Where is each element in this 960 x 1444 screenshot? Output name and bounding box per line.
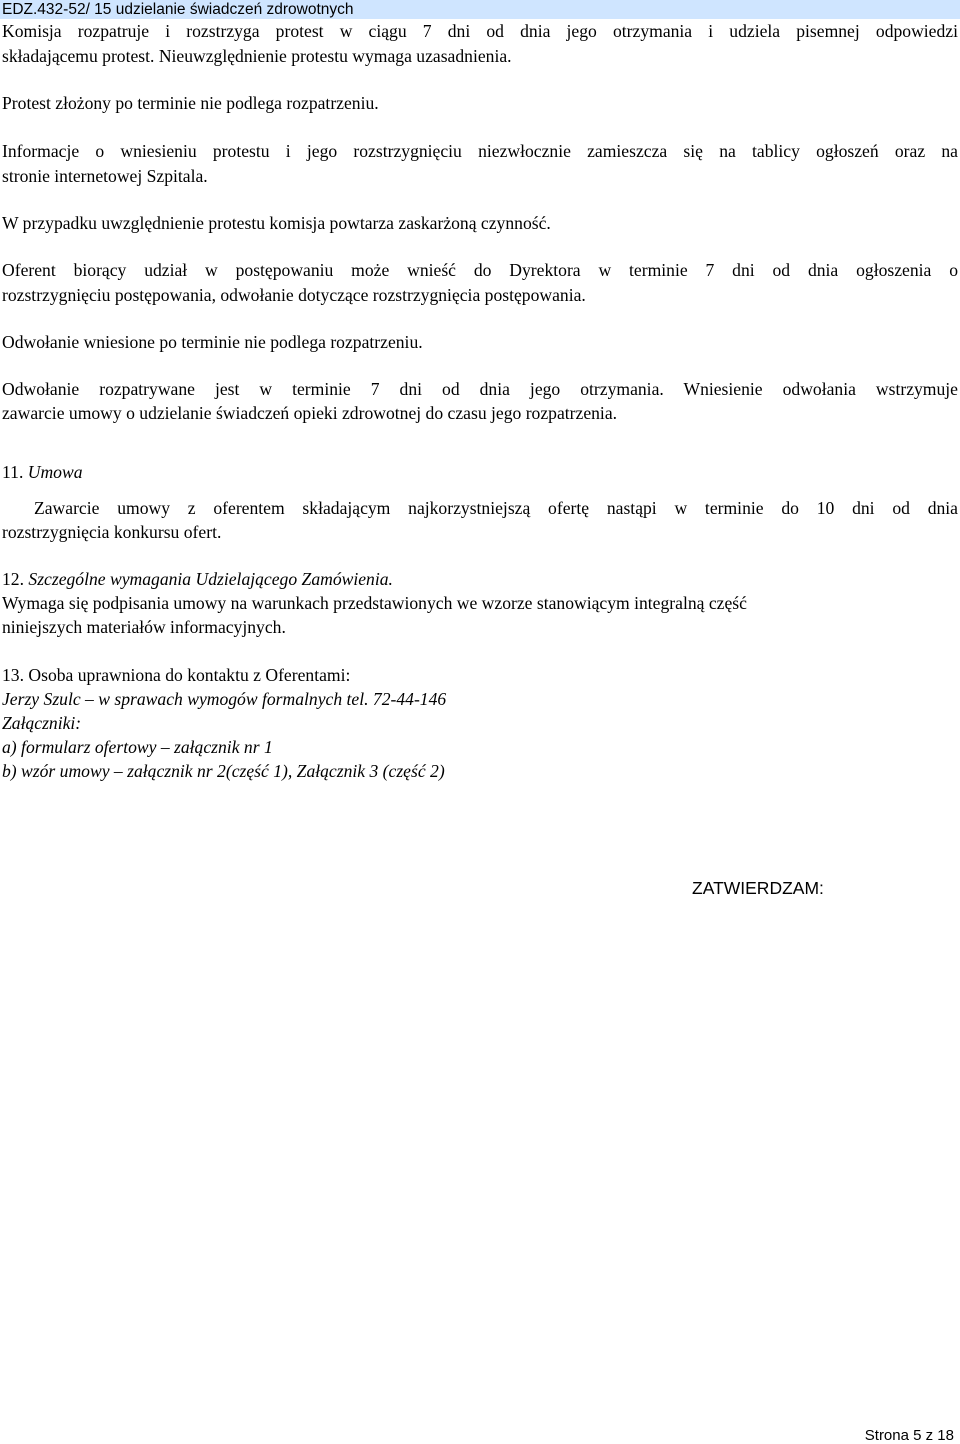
section-12-title: Szczególne wymagania Udzielającego Zamówienia. [28, 569, 393, 589]
paragraph-late-protest: Protest złożony po terminie nie podlega rozpatrzeniu. [2, 93, 379, 113]
paragraph-appeal-term-line2: zawarcie umowy o udzielanie świadczeń opieki zdrowotnej do czasu jego rozpatrzenia. [2, 403, 618, 423]
section-12-number: 12. [2, 569, 29, 589]
section-12-body-line1: Wymaga się podpisania umowy na warunkach przedstawionych we wzorze stanowiącym integralną część [2, 593, 747, 613]
section-11-title: Umowa [27, 462, 83, 482]
paragraph-appeal-term-line1: Odwołanie rozpatrywane jest w terminie 7 dni od dnia jego otrzymania. Wniesienie odwołania wstrzymuje [2, 379, 958, 399]
section-11-heading [2, 461, 83, 483]
section-11-number: 11. [2, 462, 28, 482]
attachment-a: a) formularz ofertowy – załącznik nr 1 [2, 737, 273, 757]
contact-person: Jerzy Szulc – w sprawach wymogów formalnych tel. 72-44-146 [2, 689, 447, 709]
paragraph-protest-review-line2: składającemu protest. Nieuwzględnienie protestu wymaga uzasadnienia. [2, 46, 512, 66]
section-13-heading: 13. Osoba uprawniona do kontaktu z Oferentami: [2, 665, 351, 685]
attachment-b: b) wzór umowy – załącznik nr 2(część 1), Załącznik 3 (część 2) [2, 761, 445, 781]
paragraph-appeal-line2: rozstrzygnięciu postępowania, odwołanie dotyczące rozstrzygnięcia postępowania. [2, 285, 586, 305]
paragraph-protest-info-line1: Informacje o wniesieniu protestu i jego rozstrzygnięciu niezwłocznie zamieszcza się na tablicy ogłoszeń oraz na [2, 141, 958, 161]
page-number: Strona 5 z 18 [864, 1427, 954, 1444]
paragraph-protest-upheld: W przypadku uwzględnienie protestu komisja powtarza zaskarżoną czynność. [2, 213, 551, 233]
document-header: EDZ.432-52/ 15 udzielanie świadczeń zdrowotnych [0, 0, 960, 19]
section-12-heading [2, 568, 393, 590]
section-11-body-line1: Zawarcie umowy z oferentem składającym najkorzystniejszą ofertę nastąpi w terminie do 10 dni od dnia [34, 498, 958, 518]
paragraph-protest-review-line1: Komisja rozpatruje i rozstrzyga protest w ciągu 7 dni od dnia jego otrzymania i udziela pisemnej odpowiedzi [2, 21, 958, 41]
paragraph-protest-info-line2: stronie internetowej Szpitala. [2, 166, 208, 186]
section-12-body-line2: niniejszych materiałów informacyjnych. [2, 617, 286, 637]
attachments-label: Załączniki: [2, 713, 82, 733]
approval-label: ZATWIERDZAM: [692, 878, 824, 898]
section-11-body-line2: rozstrzygnięcia konkursu ofert. [2, 522, 222, 542]
paragraph-appeal-line1: Oferent biorący udział w postępowaniu może wnieść do Dyrektora w terminie 7 dni od dnia ogłoszenia o [2, 260, 958, 280]
paragraph-late-appeal: Odwołanie wniesione po terminie nie podlega rozpatrzeniu. [2, 332, 423, 352]
